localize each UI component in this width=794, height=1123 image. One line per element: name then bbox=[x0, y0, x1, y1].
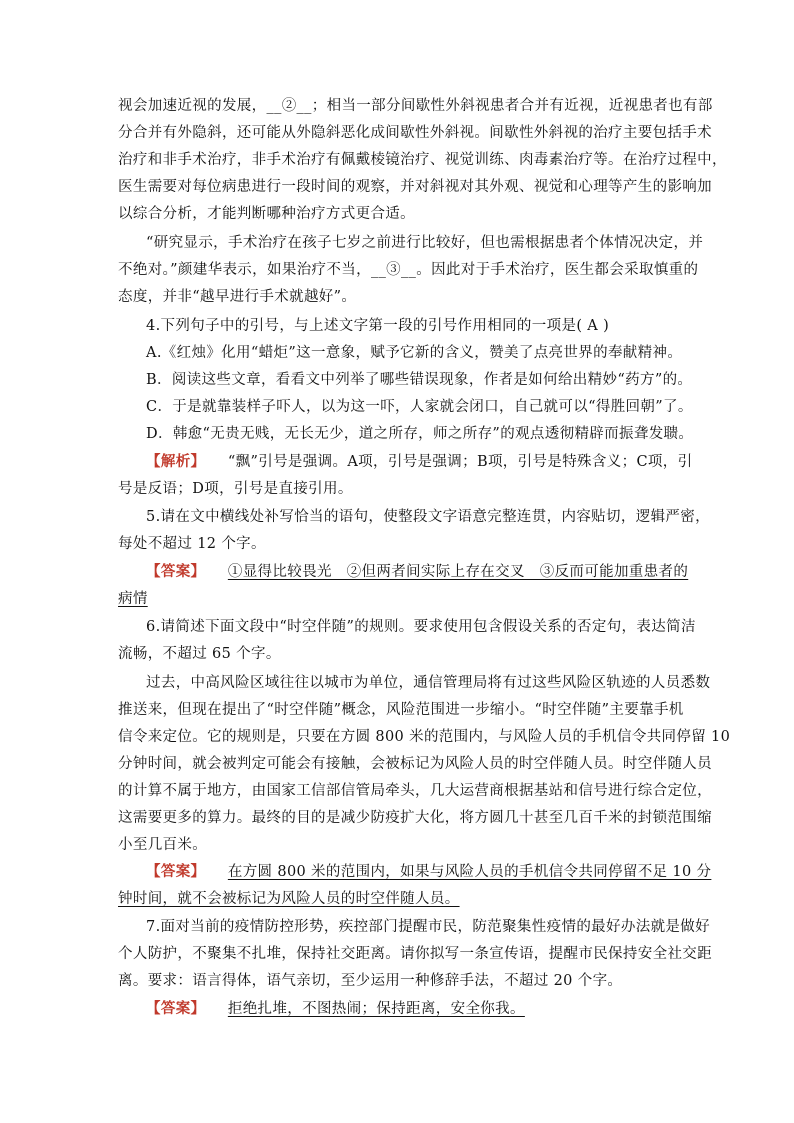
passage-line: 治疗和非手术治疗，非手术治疗有佩戴棱镜治疗、视觉训练、肉毒素治疗等。在治疗过程中， bbox=[118, 152, 727, 168]
passage-line bbox=[118, 93, 713, 119]
question-6-stem: 流畅，不超过 65 个字。 bbox=[118, 646, 281, 662]
option-b: B．阅读这些文章，看看文中列举了哪些错误现象，作者是如何给出精妙“药方”的。 bbox=[146, 372, 693, 388]
question-5-stem: 每处不超过 12 个字。 bbox=[118, 536, 266, 552]
option-c: C．于是就靠装样子吓人，以为这一吓，人家就会闭口，自己就可以“得胜回朝”了。 bbox=[146, 399, 693, 415]
answer-text: 在方圆 800 米的范围内，如果与风险人员的手机信令共同停留不足 10 分 bbox=[227, 864, 712, 880]
analysis-line: 号是反语；D项，引号是直接引用。 bbox=[118, 481, 353, 497]
question-7-stem: 个人防护，不聚集不扎堆，保持社交距离。请你拟写一条宣传语，提醒市民保持安全社交距 bbox=[118, 946, 712, 962]
blank-3: __③__ bbox=[370, 262, 417, 278]
question-6-stem: 6.请简述下面文段中“时空伴随”的规则。要求使用包含假设关系的否定句，表达简洁 bbox=[146, 619, 696, 635]
passage-line bbox=[118, 257, 699, 283]
answer-line bbox=[118, 586, 678, 612]
option-d: D．韩愈“无贵无贱，无长无少，道之所存，师之所存”的观点透彻精辟而振聋发聩。 bbox=[146, 426, 694, 442]
question-5-stem: 5.请在文中横线处补写恰当的语句，使整段文字语意完整连贯，内容贴切，逻辑严密， bbox=[146, 509, 710, 525]
question-4-stem: 4.下列句子中的引号，与上述文字第一段的引号作用相同的一项是( A ) bbox=[146, 318, 610, 334]
question-7-stem: 离。要求：语言得体，语气亲切，至少运用一种修辞手法，不超过 20 个字。 bbox=[118, 973, 623, 989]
passage-line: 过去，中高风险区域往往以城市为单位，通信管理局将有过这些风险区轨迹的人员悉数 bbox=[146, 675, 711, 691]
analysis-line bbox=[146, 449, 693, 475]
answer-text: 病情 bbox=[118, 591, 148, 607]
answer-text: 拒绝扎堆，不图热闹；保持距离，安全你我。 bbox=[227, 1001, 525, 1017]
passage-line: 推送来，但现在提出了“时空伴随”概念，风险范围进一步缩小。“时空伴随”主要靠手机 bbox=[118, 702, 684, 718]
text-span: 不绝对。”颜建华表示，如果治疗不当， bbox=[118, 262, 371, 278]
passage-line: 医生需要对每位病患进行一段时间的观察，并对斜视对其外观、视觉和心理等产生的影响加 bbox=[118, 179, 712, 195]
passage-line: 这需要更多的算力。最终的目的是减少防疫扩大化，将方圆几十甚至几百千米的封锁范围缩 bbox=[118, 810, 712, 826]
analysis-tag: 【解析】 bbox=[146, 453, 199, 470]
text-span: 。因此对于手术治疗，医生都会采取慎重的 bbox=[416, 262, 699, 278]
answer-tag: 【答案】 bbox=[146, 563, 199, 580]
passage-line: 分合并有外隐斜，还可能从外隐斜恶化成间歇性外斜视。间歇性外斜视的治疗主要包括手术 bbox=[118, 125, 712, 141]
passage-line: 分钟时间，就会被判定可能会有接触，会被标记为风险人员的时空伴随人员。时空伴随人员 bbox=[118, 756, 712, 772]
answer-text: ①显得比较畏光 ②但两者间实际上存在交叉 ③反而可能加重患者的 bbox=[227, 564, 689, 580]
answer-tag: 【答案】 bbox=[146, 1000, 199, 1017]
passage-line: 小至几百米。 bbox=[118, 837, 208, 853]
passage-line: 信令来定位。它的规则是，只要在方圆 800 米的范围内，与风险人员的手机信令共同停留 10 bbox=[118, 729, 731, 745]
passage-line: 以综合分析，才能判断哪种治疗方式更合适。 bbox=[118, 206, 415, 222]
answer-line bbox=[146, 859, 712, 885]
answer-line bbox=[146, 559, 689, 585]
option-a: A.《红烛》化用“蜡炬”这一意象，赋予它新的含义，赞美了点亮世界的奉献精神。 bbox=[146, 345, 683, 361]
blank-2: __②__ bbox=[266, 98, 312, 114]
text-span: “飘”引号是强调。A项，引号是强调；B项，引号是特殊含义；C项，引 bbox=[227, 454, 693, 470]
answer-line bbox=[146, 996, 678, 1022]
passage-line: 的计算不属于地方，由国家工信部信管局牵头，几大运营商根据基站和信号进行综合定位， bbox=[118, 783, 712, 799]
text-span: ；相当一部分间歇性外斜视患者合并有近视，近视患者也有部 bbox=[311, 98, 713, 114]
passage-line: 态度，并非“越早进行手术就越好”。 bbox=[118, 289, 357, 305]
passage-line: “研究显示，手术治疗在孩子七岁之前进行比较好，但也需根据患者个体情况决定，并 bbox=[146, 235, 704, 251]
text-span: 视会加速近视的发展， bbox=[118, 98, 267, 114]
question-7-stem: 7.面对当前的疫情防控形势，疾控部门提醒市民，防范聚集性疫情的最好办法就是做好 bbox=[146, 919, 710, 935]
answer-tag: 【答案】 bbox=[146, 863, 199, 880]
answer-text: 钟时间，就不会被标记为风险人员的时空伴随人员。 bbox=[118, 891, 460, 907]
answer-line bbox=[118, 886, 678, 912]
